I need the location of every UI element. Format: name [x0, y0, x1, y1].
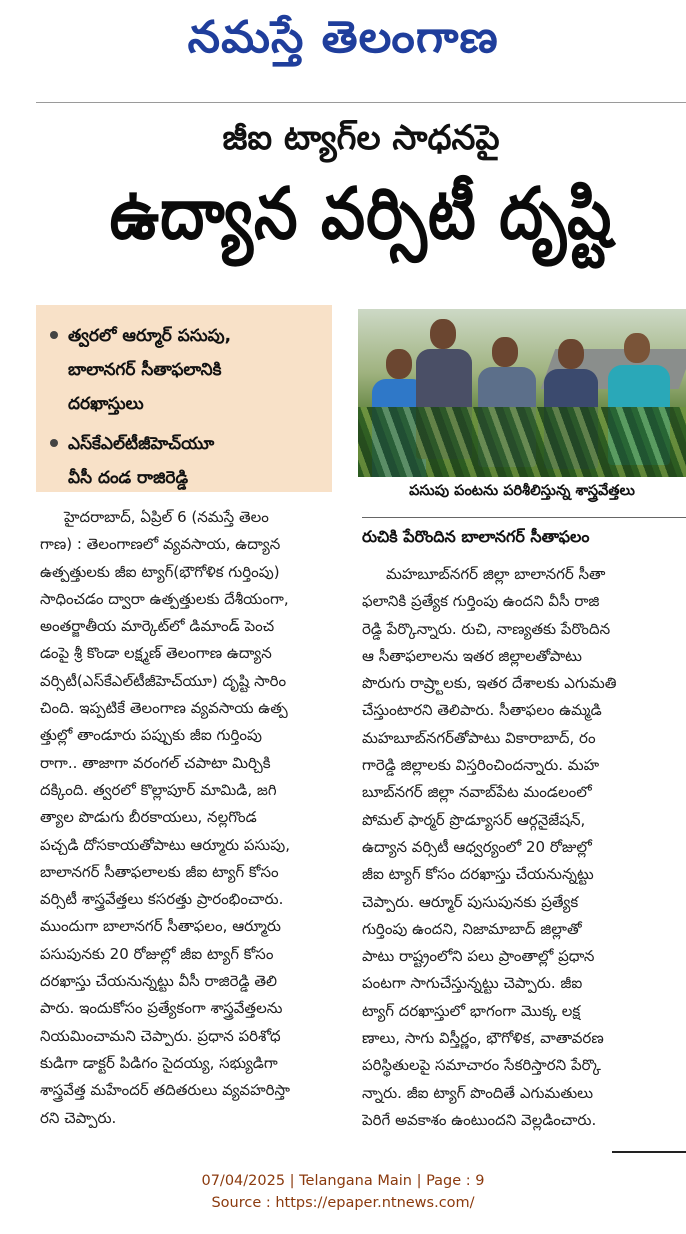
body-text-line: పొరుగు రాష్ర్టాలకు, ఇతర దేశాలకు ఎగుమతి [362, 674, 617, 693]
body-text-line: బాలానగర్ సీతాఫలాలకు జీఐ ట్యాగ్ కోసం [40, 862, 279, 881]
body-text-line: ఉద్యాన వర్సిటీ ఆధ్వర్యంలో 20 రోజుల్లో [362, 837, 592, 856]
body-text-line: పోమల్ ఫార్మర్ ప్రొడ్యూసర్ ఆర్గనైజేషన్, [362, 810, 586, 829]
footer-source: Source : https://epaper.ntnews.com/ [211, 1195, 475, 1211]
footer-edition-info: 07/04/2025 | Telangana Main | Page : 9 [201, 1173, 485, 1189]
body-text-line: ఫలానికి ప్రత్యేక గుర్తింపు ఉందని వీసీ రాజి [362, 592, 600, 611]
body-text-line: ఆ సీతాఫలాలను ఇతర జిల్లాలతోపాటు [362, 646, 582, 665]
article-photo [358, 309, 686, 477]
masthead-divider [36, 102, 686, 103]
article-end-rule [612, 1151, 686, 1153]
highlight-line: త్వరలో ఆర్మూర్ పసుపు, [68, 326, 232, 346]
body-text-line: గారెడ్డి జిల్లాలకు విస్తరించిందన్నారు. మహ [362, 756, 600, 775]
article-kicker: జీఐ ట్యాగ్‌ల సాధనపై [222, 118, 500, 158]
body-text-line: పచ్చడి దోసకాయతోపాటు ఆర్మూరు పసుపు, [40, 835, 290, 854]
body-text-line: చింది. ఇప్పటికే తెలంగాణ వ్యవసాయ ఉత్ప [40, 699, 288, 718]
body-text-line: గుర్తింపు ఉందని, నిజామాబాద్ జిల్లాతో [362, 919, 582, 938]
body-text-line: ఉత్పత్తులకు జీఐ ట్యాగ్(భౌగోళిక గుర్తింపు) [40, 562, 280, 581]
body-text-line: పరిస్థితులపై సమాచారం సేకరిస్తారని పేర్కొ [362, 1056, 601, 1075]
subhead-divider [362, 517, 686, 518]
article-body-right [362, 561, 662, 1134]
page-footer [0, 1170, 686, 1214]
body-text-line: పారు. ఇందుకోసం ప్రత్యేకంగా శాస్త్రవేత్తలను [40, 999, 283, 1018]
body-text-line: నియమించామని చెప్పారు. ప్రధాన పరిశోధ [40, 1026, 281, 1045]
photo-caption: పసుపు పంటను పరిశీలిస్తున్న శాస్త్రవేత్తలు [409, 483, 635, 499]
body-text-line: పసుపునకు 20 రోజుల్లో జీఐ ట్యాగ్ కోసం [40, 944, 274, 963]
body-text-line: వర్సిటీ శాస్త్రవేత్తలు కసరత్తు ప్రారంభించారు. [40, 890, 284, 909]
body-text-line: మహబూబ్‌నగర్‌తోపాటు వికారాబాద్, రం [362, 728, 596, 747]
body-text-line: హైదరాబాద్, ఏప్రిల్ 6 (నమస్తే తెలం [64, 508, 269, 526]
body-text-line: దరఖాస్తు చేయనున్నట్టు వీసీ రాజిరెడ్డి తెలి [40, 972, 278, 991]
body-text-line: మహబూబ్‌నగర్ జిల్లా బాలానగర్ సీతా [386, 565, 606, 583]
article-subhead: రుచికి పేరొందిన బాలానగర్ సీతాఫలం [362, 527, 590, 546]
highlight-line: ఎస్‌కేఎల్‌టీజీహెచ్‌యూ [68, 434, 215, 454]
bullet-icon [50, 439, 58, 447]
body-text-line: న్నారు. జీఐ ట్యాగ్ పొందితే ఎగుమతులు [362, 1083, 594, 1102]
article-headline: ఉద్యాన వర్సిటీ దృష్టి [109, 171, 613, 256]
body-text-line: డంపై శ్రీ కొండా లక్ష్మణ్ తెలంగాణ ఉద్యాన [40, 644, 272, 663]
body-text-line: ణాలు, సాగు విస్తీర్ణం, భౌగోళిక, వాతావరణ [362, 1029, 604, 1048]
masthead [0, 0, 686, 86]
body-text-line: చెప్పారు. ఆర్మూర్ పుసుపునకు ప్రత్యేక [362, 892, 579, 911]
highlight-line: వీసీ దండ రాజిరెడ్డి [68, 468, 189, 488]
highlights-box [36, 305, 332, 492]
body-text-line: కుడిగా డాక్టర్ పిడిగం సైదయ్య, సభ్యుడిగా [40, 1053, 278, 1072]
masthead-title: నమస్తే తెలంగాణ [187, 12, 499, 63]
body-text-line: ముందుగా బాలానగర్ సీతాఫలం, ఆర్మూరు [40, 917, 281, 936]
highlight-line: బాలానగర్ సీతాఫలానికి [68, 360, 222, 380]
body-text-line: సాధించడం ద్వారా ఉత్పత్తులకు దేశీయంగా, [40, 589, 289, 608]
body-text-line: అంతర్జాతీయ మార్కెట్‌లో డిమాండ్ పెంచ [40, 617, 275, 636]
body-text-line: త్యాల పొడుగు బీరకాయలు, నల్లగొండ [40, 808, 257, 827]
body-text-line: పంటగా సాగుచేస్తున్నట్టు చెప్పారు. జీఐ [362, 974, 583, 993]
body-text-line: వర్సిటీ(ఎస్‌కేఎల్‌టీజీహెచ్‌యూ) దృష్టి సారిం [40, 671, 287, 690]
body-text-line: జీఐ ట్యాగ్ కోసం దరఖాస్తు చేయనున్నట్టు [362, 865, 594, 884]
body-text-line: త్తుల్లో తాండూరు పప్పుకు జీఐ గుర్తింపు [40, 726, 262, 745]
bullet-icon [50, 331, 58, 339]
highlight-item [50, 427, 322, 495]
body-text-line: ట్యాగ్ దరఖాస్తులో భాగంగా మొక్క లక్ష [362, 1001, 581, 1020]
body-text-line: రెడ్డి పేర్కొన్నారు. రుచి, నాణ్యతకు పేరొందిన [362, 619, 611, 638]
body-text-line: చేస్తుంటారని తెలిపారు. సీతాఫలం ఉమ్మడి [362, 701, 602, 720]
body-text-line: శాస్త్రవేత్త మహేందర్ తదితరులు వ్యవహరిస్తా [40, 1081, 290, 1100]
body-text-line: గాణ) : తెలంగాణలో వ్యవసాయ, ఉద్యాన [40, 535, 281, 554]
body-text-line: దక్కింది. త్వరలో కొల్లాపూర్ మామిడి, జగి [40, 780, 277, 799]
body-text-line: రాగా.. తాజాగా వరంగల్ చపాటా మిర్చికి [40, 753, 271, 772]
body-text-line: రని చెప్పారు. [40, 1108, 117, 1127]
highlight-line: దరఖాస్తులు [68, 394, 144, 414]
article-body-left [40, 504, 340, 1132]
highlight-item [50, 319, 322, 421]
body-text-line: బూబ్‌నగర్ జిల్లా నవాబ్‌పేట మండలంలో [362, 783, 592, 802]
body-text-line: పాటు రాష్ట్రంలోని పలు ప్రాంతాల్లో ప్రధాన [362, 947, 595, 966]
body-text-line: పెరిగే అవకాశం ఉంటుందని వెల్లడించారు. [362, 1110, 597, 1129]
